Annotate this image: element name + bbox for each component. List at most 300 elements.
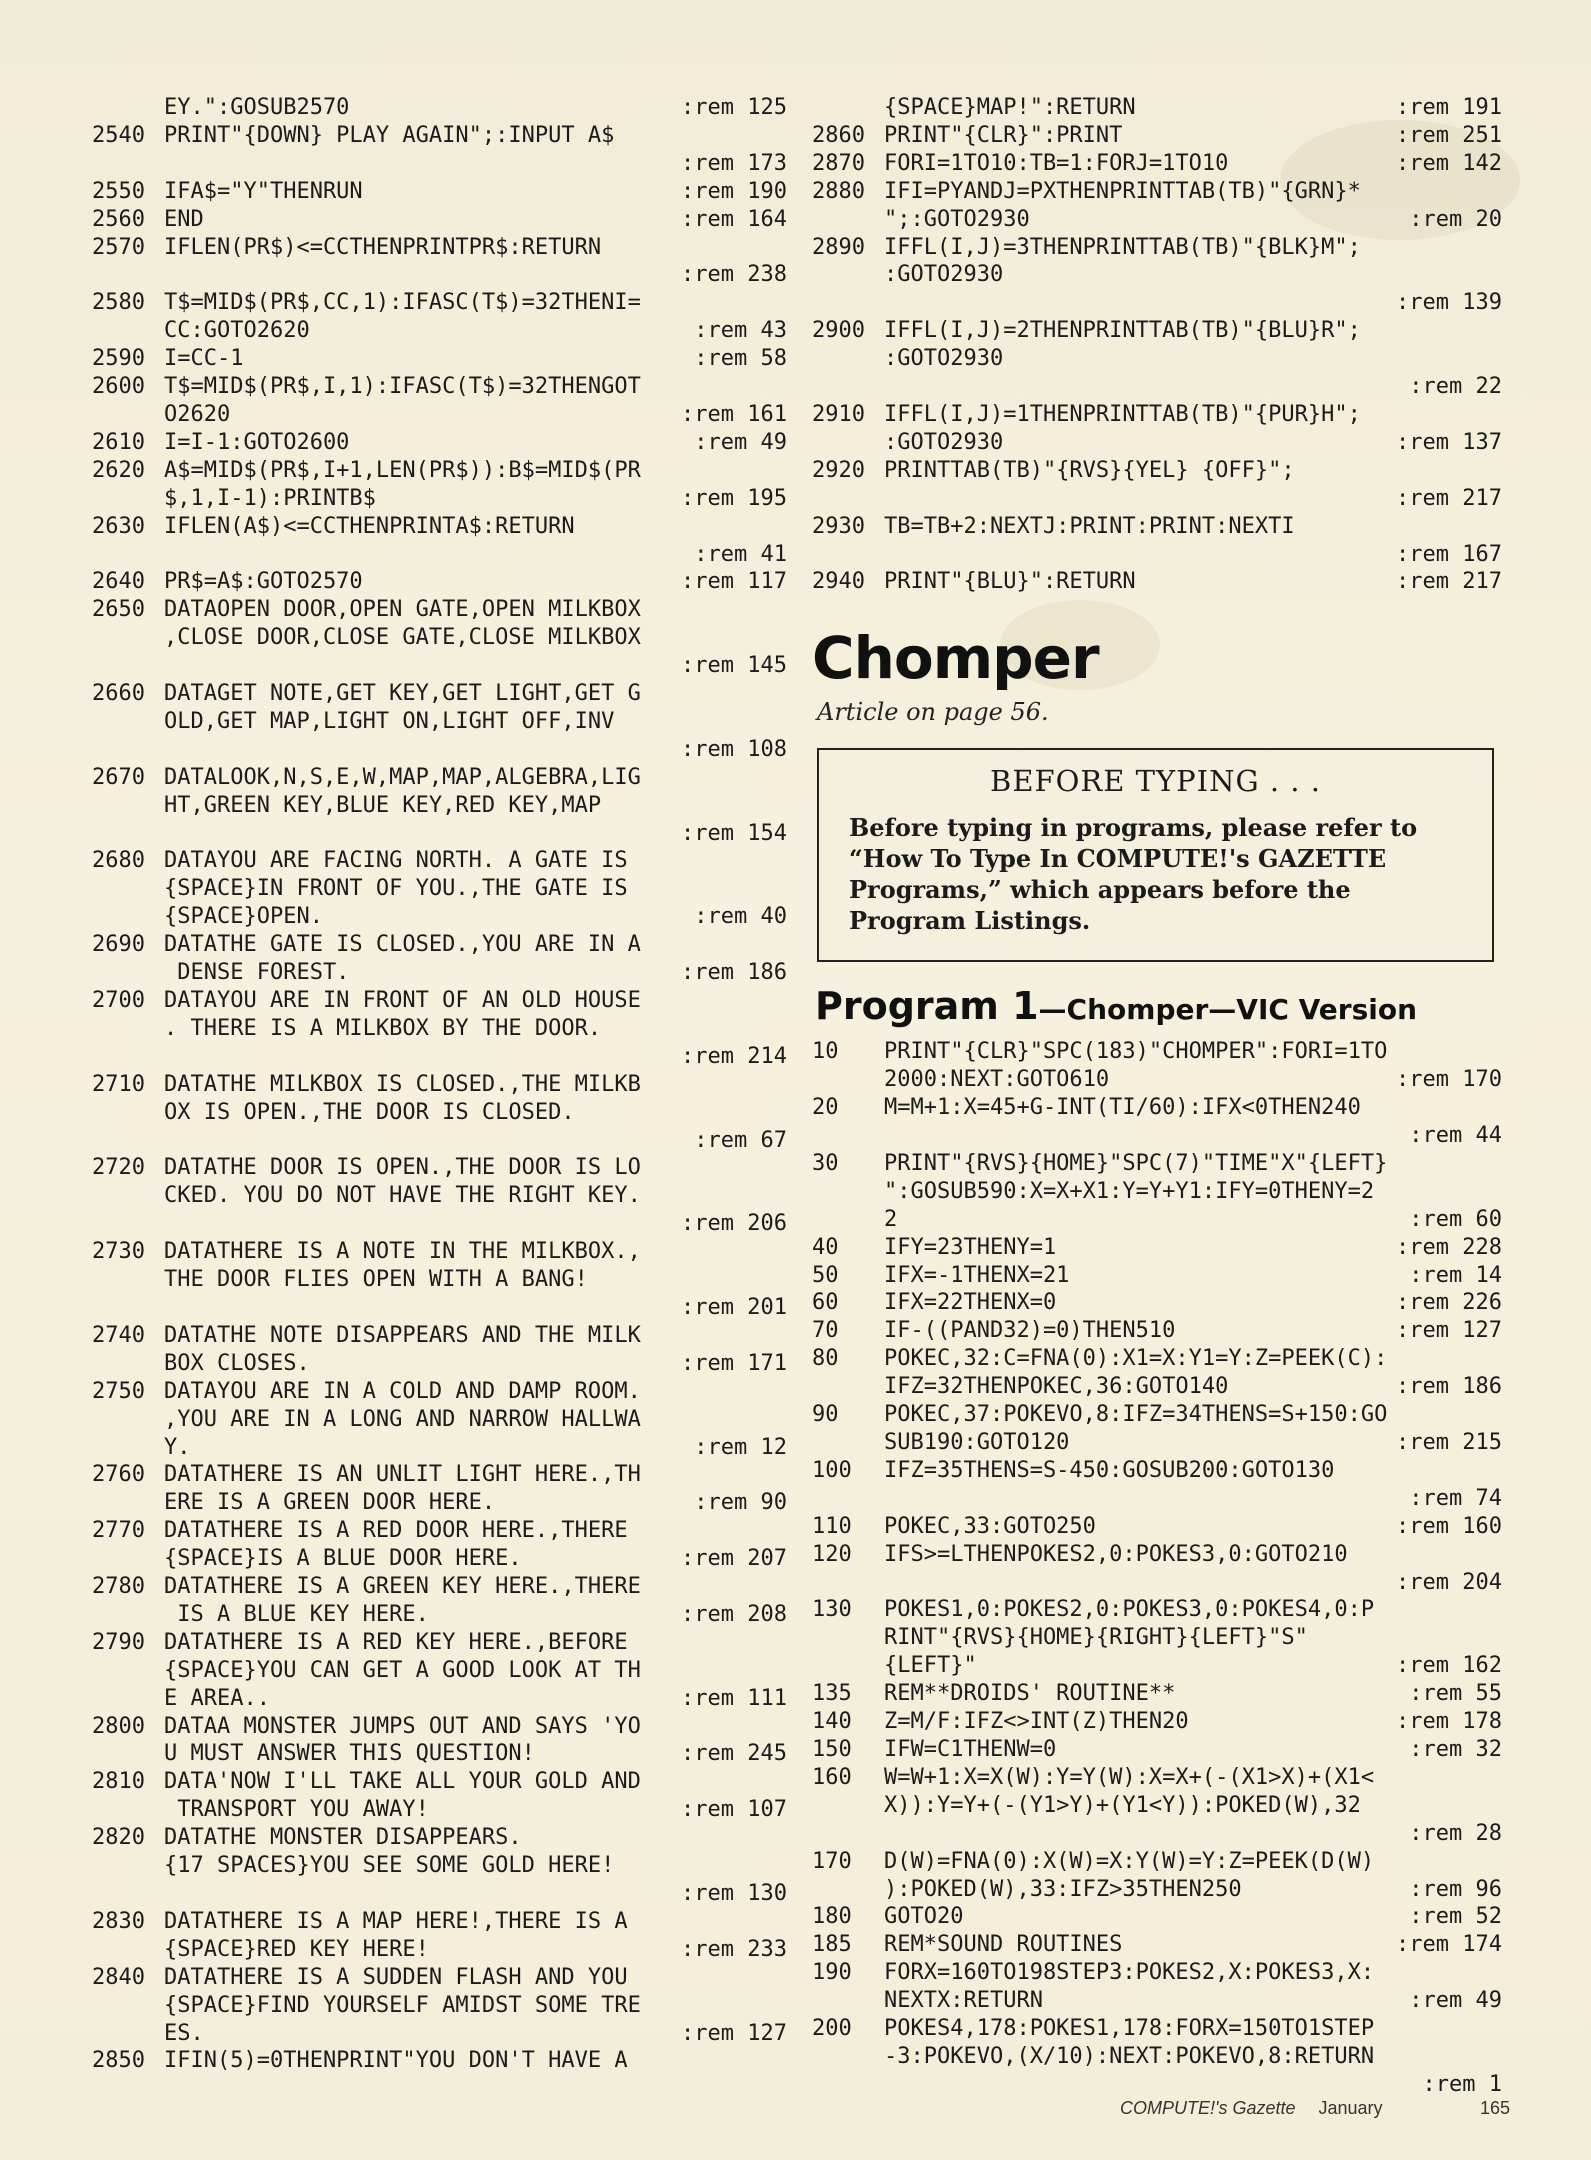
code-first-line	[92, 345, 787, 373]
line-number: 2760	[92, 1462, 145, 1488]
rem-checksum: :rem 44	[1409, 1123, 1502, 1149]
line-number: 2880	[812, 178, 865, 204]
code-line	[92, 94, 787, 122]
line-code: DATATHERE IS A RED KEY HERE.,BEFORE	[164, 1629, 628, 1655]
code-line	[812, 457, 1502, 513]
code-line	[92, 1071, 787, 1155]
code-line	[92, 596, 787, 680]
code-line	[92, 1154, 787, 1238]
continuation-text: {SPACE}OPEN.	[164, 904, 323, 930]
line-code: DATATHERE IS A SUDDEN FLASH AND YOU	[164, 1964, 628, 1990]
line-code: IFIN(5)=0THENPRINT"YOU DON'T HAVE A	[164, 2048, 628, 2074]
line-code: DATATHERE IS A GREEN KEY HERE.,THERE	[164, 1574, 641, 1600]
rem-checksum: :rem 14	[1409, 1262, 1502, 1288]
code-first-line	[812, 2015, 1502, 2043]
rem-checksum: :rem 28	[1409, 1820, 1502, 1846]
rem-checksum: :rem 127	[681, 2020, 787, 2046]
line-number: 2800	[92, 1713, 145, 1739]
code-continuation	[92, 1350, 787, 1378]
rem-checksum: :rem 204	[1396, 1569, 1502, 1595]
code-line	[92, 987, 787, 1071]
code-line	[812, 1541, 1502, 1597]
code-line	[92, 289, 787, 345]
rem-checksum: :rem 12	[694, 1434, 787, 1460]
code-line	[812, 1680, 1502, 1708]
rem-checksum: :rem 245	[681, 1741, 787, 1767]
line-code: {SPACE}MAP!":RETURN	[884, 95, 1136, 120]
continuation-text: 2000:NEXT:GOTO610	[884, 1067, 1110, 1093]
continuation-text: ";:GOTO2930	[884, 206, 1030, 232]
line-code: T$=MID$(PR$,CC,1):IFASC(T$)=32THENI=	[164, 290, 641, 316]
code-continuation	[812, 1624, 1502, 1652]
line-number: 170	[812, 1848, 852, 1874]
line-code: Z=M/F:IFZ<>INT(Z)THEN20	[884, 1709, 1189, 1735]
code-first-line	[812, 178, 1502, 206]
code-continuation	[812, 429, 1502, 457]
line-number: 2910	[812, 401, 865, 427]
line-code: IFA$="Y"THENRUN	[164, 178, 363, 204]
code-first-line	[92, 94, 787, 122]
continuation-text: THE DOOR FLIES OPEN WITH A BANG!	[164, 1267, 588, 1293]
code-line	[92, 1322, 787, 1378]
before-typing-box	[817, 748, 1494, 962]
line-number: 2540	[92, 122, 145, 148]
rem-checksum: :rem 117	[681, 569, 787, 595]
line-code: POKEC,33:GOTO250	[884, 1513, 1096, 1539]
code-first-line	[812, 1708, 1502, 1736]
program-sublabel: —Chomper—VIC Version	[1038, 993, 1418, 1027]
continuation-text: CKED. YOU DO NOT HAVE THE RIGHT KEY.	[164, 1183, 641, 1209]
code-first-line	[92, 1573, 787, 1601]
continuation-text: NEXTX:RETURN	[884, 1988, 1043, 2014]
continuation-text: HT,GREEN KEY,BLUE KEY,RED KEY,MAP	[164, 792, 602, 818]
code-first-line	[92, 2047, 787, 2075]
rem-checksum: :rem 40	[694, 904, 787, 930]
code-continuation	[92, 903, 787, 931]
code-first-line	[92, 1908, 787, 1936]
code-line	[92, 1461, 787, 1517]
code-continuation	[812, 206, 1502, 234]
code-continuation	[92, 1099, 787, 1127]
code-first-line	[812, 1764, 1502, 1792]
rem-checksum: :rem 139	[1396, 290, 1502, 316]
rem-checksum: :rem 125	[681, 95, 787, 120]
code-first-line	[92, 513, 787, 541]
code-first-line	[812, 1234, 1502, 1262]
code-line	[92, 234, 787, 290]
rem-checksum: :rem 186	[1396, 1374, 1502, 1400]
continuation-text: OX IS OPEN.,THE DOOR IS CLOSED.	[164, 1099, 575, 1125]
line-number: 2820	[92, 1825, 145, 1851]
code-line	[92, 1517, 787, 1573]
line-number: 2890	[812, 234, 865, 260]
rem-checksum: :rem 164	[681, 206, 787, 232]
rem-checksum: :rem 251	[1396, 122, 1502, 148]
line-code: D(W)=FNA(0):X(W)=X:Y(W)=Y:Z=PEEK(D(W)	[884, 1848, 1375, 1874]
line-code: POKES1,0:POKES2,0:POKES3,0:POKES4,0:P	[884, 1597, 1375, 1623]
line-code: DATAYOU ARE IN A COLD AND DAMP ROOM.	[164, 1378, 641, 1404]
code-continuation	[812, 1178, 1502, 1206]
code-continuation	[92, 1182, 787, 1210]
continuation-text: BOX CLOSES.	[164, 1350, 310, 1376]
rem-checksum: :rem 217	[1396, 569, 1502, 595]
code-first-line	[92, 178, 787, 206]
rem-checksum: :rem 191	[1396, 95, 1502, 120]
code-first-line	[92, 206, 787, 234]
line-code: REM*SOUND ROUTINES	[884, 1932, 1123, 1958]
rem-checksum: :rem 60	[1409, 1206, 1502, 1232]
code-continuation	[92, 792, 787, 820]
code-first-line	[812, 568, 1502, 596]
rem-checksum: :rem 142	[1396, 150, 1502, 176]
code-first-line	[92, 1768, 787, 1796]
line-code: DATAYOU ARE FACING NORTH. A GATE IS	[164, 848, 628, 874]
program-code-listing	[812, 1038, 1502, 2098]
line-number: 2810	[92, 1769, 145, 1795]
code-line	[812, 1513, 1502, 1541]
line-code: IFI=PYANDJ=PXTHENPRINTTAB(TB)"{GRN}*	[884, 178, 1361, 204]
code-first-line	[812, 1513, 1502, 1541]
code-first-line	[92, 373, 787, 401]
line-code: DATATHE MONSTER DISAPPEARS.	[164, 1825, 522, 1851]
code-first-line	[812, 1848, 1502, 1876]
code-line	[92, 1238, 787, 1322]
rem-checksum: :rem 178	[1396, 1709, 1502, 1735]
continuation-text: {SPACE}RED KEY HERE!	[164, 1936, 429, 1962]
code-line	[812, 1708, 1502, 1736]
line-number: 2790	[92, 1629, 145, 1655]
code-first-line	[92, 457, 787, 485]
rem-checksum: :rem 49	[1409, 1988, 1502, 2014]
code-continuation	[92, 1266, 787, 1294]
continuation-text: O2620	[164, 401, 231, 427]
line-code: DATAA MONSTER JUMPS OUT AND SAYS 'YO	[164, 1713, 641, 1739]
rem-checksum: :rem 32	[1409, 1736, 1502, 1762]
rem-checksum: :rem 206	[681, 1211, 787, 1237]
rem-checksum: :rem 160	[1396, 1513, 1502, 1539]
line-number: 90	[812, 1402, 839, 1428]
line-number: 2740	[92, 1322, 145, 1348]
code-line	[92, 1768, 787, 1824]
line-number: 70	[812, 1318, 839, 1344]
continuation-text: :GOTO2930	[884, 262, 1004, 288]
continuation-text: ":GOSUB590:X=X+X1:Y=Y+Y1:IFY=0THENY=2	[884, 1178, 1375, 1204]
line-code: DATATHE MILKBOX IS CLOSED.,THE MILKB	[164, 1071, 641, 1097]
line-number: 2660	[92, 681, 145, 707]
rem-checksum: :rem 145	[681, 653, 787, 679]
rem-checksum: :rem 58	[694, 346, 787, 372]
footer-magazine: COMPUTE!'s Gazette	[1120, 2098, 1296, 2118]
code-first-line	[92, 1964, 787, 1992]
line-number: 100	[812, 1457, 852, 1483]
rem-checksum: :rem 130	[681, 1881, 787, 1906]
rem-checksum: :rem 190	[681, 178, 787, 204]
continuation-text: E AREA..	[164, 1685, 270, 1711]
line-code: DATA'NOW I'LL TAKE ALL YOUR GOLD AND	[164, 1769, 641, 1795]
code-line	[92, 1713, 787, 1769]
continuation-text: X)):Y=Y+(-(Y1>Y)+(Y1<Y)):POKED(W),32	[884, 1792, 1361, 1818]
line-number: 185	[812, 1932, 852, 1958]
line-number: 80	[812, 1346, 839, 1372]
code-continuation	[92, 1015, 787, 1043]
continuation-text: Y.	[164, 1434, 191, 1460]
code-first-line	[92, 764, 787, 792]
code-line	[92, 457, 787, 513]
continuation-text: {SPACE}IS A BLUE DOOR HERE.	[164, 1546, 522, 1572]
rem-checksum: :rem 195	[681, 485, 787, 511]
code-first-line	[92, 1238, 787, 1266]
code-first-line	[812, 1541, 1502, 1569]
line-code: REM**DROIDS' ROUTINE**	[884, 1681, 1176, 1707]
right-code-listing	[812, 94, 1502, 596]
rem-checksum: :rem 186	[681, 960, 787, 986]
code-first-line	[812, 1457, 1502, 1485]
line-number: 50	[812, 1262, 839, 1288]
code-line	[812, 2015, 1502, 2099]
continuation-text: IS A BLUE KEY HERE.	[164, 1601, 429, 1627]
continuation-text: $,1,I-1):PRINTB$	[164, 485, 376, 511]
code-continuation	[92, 485, 787, 513]
code-continuation	[92, 1685, 787, 1713]
line-number: 60	[812, 1290, 839, 1316]
continuation-text: {17 SPACES}YOU SEE SOME GOLD HERE!	[164, 1853, 615, 1879]
code-first-line	[92, 289, 787, 317]
code-line	[92, 1964, 787, 2048]
line-number: 30	[812, 1150, 839, 1176]
rem-checksum: :rem 67	[694, 1127, 787, 1153]
continuation-text: . THERE IS A MILKBOX BY THE DOOR.	[164, 1015, 602, 1041]
line-code: POKEC,37:POKEVO,8:IFZ=34THENS=S+150:GO	[884, 1402, 1388, 1428]
line-number: 2640	[92, 569, 145, 595]
code-continuation	[92, 1796, 787, 1824]
rem-checksum: :rem 238	[681, 262, 787, 288]
line-code: TB=TB+2:NEXTJ:PRINT:PRINT:NEXTI	[884, 513, 1295, 539]
continuation-text: {SPACE}YOU CAN GET A GOOD LOOK AT TH	[164, 1657, 641, 1683]
article-subtitle: Article on page 56.	[817, 698, 1049, 727]
line-number: 2600	[92, 374, 145, 400]
continuation-text: TRANSPORT YOU AWAY!	[164, 1797, 429, 1823]
line-number: 2750	[92, 1378, 145, 1404]
code-continuation	[92, 317, 787, 345]
code-continuation	[812, 345, 1502, 373]
code-line	[812, 513, 1502, 569]
rem-checksum: :rem 215	[1396, 1430, 1502, 1455]
rem-checksum: :rem 167	[1396, 541, 1502, 567]
line-code: IFFL(I,J)=2THENPRINTTAB(TB)"{BLU}R";	[884, 318, 1361, 344]
code-line	[92, 1378, 787, 1462]
code-line	[812, 150, 1502, 178]
rem-checksum: :rem 233	[681, 1936, 787, 1962]
code-first-line	[812, 1931, 1502, 1959]
code-line	[92, 568, 787, 596]
rem-checksum: :rem 22	[1409, 374, 1502, 400]
code-continuation	[812, 1373, 1502, 1401]
line-code: IFS>=LTHENPOKES2,0:POKES3,0:GOTO210	[884, 1541, 1348, 1567]
code-first-line	[812, 457, 1502, 485]
rem-checksum: :rem 108	[681, 736, 787, 762]
code-line	[92, 178, 787, 206]
line-code: DATAGET NOTE,GET KEY,GET LIGHT,GET G	[164, 681, 641, 707]
code-first-line	[92, 568, 787, 596]
line-number: 120	[812, 1541, 852, 1567]
left-code-column	[92, 94, 787, 2075]
rem-checksum: :rem 107	[681, 1797, 787, 1823]
code-continuation	[92, 1992, 787, 2020]
line-code: IFW=C1THENW=0	[884, 1736, 1057, 1762]
rem-checksum: :rem 226	[1396, 1290, 1502, 1316]
line-code: M=M+1:X=45+G-INT(TI/60):IFX<0THEN240	[884, 1095, 1361, 1121]
continuation-text: CC:GOTO2620	[164, 318, 310, 344]
line-number: 130	[812, 1597, 852, 1623]
line-number: 110	[812, 1513, 852, 1539]
continuation-text: {SPACE}IN FRONT OF YOU.,THE GATE IS	[164, 876, 628, 902]
rem-checksum: :rem 228	[1396, 1234, 1502, 1260]
rem-checksum: :rem 20	[1409, 206, 1502, 232]
code-continuation	[92, 1601, 787, 1629]
line-code: W=W+1:X=X(W):Y=Y(W):X=X+(-(X1>X)+(X1<	[884, 1764, 1375, 1790]
rem-checksum: :rem 74	[1409, 1485, 1502, 1511]
code-line	[812, 317, 1502, 401]
line-code: IF-((PAND32)=0)THEN510	[884, 1318, 1176, 1344]
line-code: GOTO20	[884, 1904, 964, 1930]
code-line	[812, 1094, 1502, 1150]
box-body: Before typing in programs, please refer to “How To Type In COMPUTE!'s GAZETTE Programs,” which appears before the Program Listings.	[849, 813, 1418, 936]
line-code: EY.":GOSUB2570	[164, 95, 350, 120]
rem-checksum: :rem 41	[694, 541, 787, 567]
continuation-text: 2	[884, 1206, 898, 1232]
continuation-text: ,CLOSE DOOR,CLOSE GATE,CLOSE MILKBOX	[164, 625, 641, 651]
line-number: 2580	[92, 290, 145, 316]
code-continuation	[92, 401, 787, 429]
line-code: I=I-1:GOTO2600	[164, 429, 350, 455]
rem-checksum: :rem 43	[694, 318, 787, 344]
line-code: IFZ=35THENS=S-450:GOSUB200:GOTO130	[884, 1457, 1335, 1483]
line-number: 2620	[92, 457, 145, 483]
code-first-line	[812, 1736, 1502, 1764]
code-line	[812, 401, 1502, 457]
line-code: DATATHE NOTE DISAPPEARS AND THE MILK	[164, 1322, 641, 1348]
code-line	[812, 122, 1502, 150]
code-line	[92, 764, 787, 848]
code-line	[92, 122, 787, 178]
line-code: DATATHERE IS A RED DOOR HERE.,THERE	[164, 1518, 628, 1544]
line-number: 2590	[92, 346, 145, 372]
line-number: 2690	[92, 932, 145, 958]
code-line	[812, 568, 1502, 596]
code-line	[92, 931, 787, 987]
line-code: DATATHERE IS A NOTE IN THE MILKBOX.,	[164, 1239, 641, 1265]
line-code: DATATHERE IS A MAP HERE!,THERE IS A	[164, 1908, 628, 1934]
code-line	[92, 680, 787, 764]
rem-checksum: :rem 52	[1409, 1904, 1502, 1930]
code-line	[812, 1345, 1502, 1401]
code-first-line	[92, 1378, 787, 1406]
code-first-line	[92, 931, 787, 959]
line-code: POKEC,32:C=FNA(0):X1=X:Y1=Y:Z=PEEK(C):	[884, 1346, 1388, 1372]
code-first-line	[92, 122, 787, 150]
line-number: 180	[812, 1904, 852, 1930]
continuation-text: :GOTO2930	[884, 346, 1004, 372]
code-line	[92, 345, 787, 373]
code-line	[812, 1457, 1502, 1513]
code-continuation	[812, 1652, 1502, 1680]
line-number: 2930	[812, 513, 865, 539]
line-number: 2850	[92, 2048, 145, 2074]
code-line	[812, 234, 1502, 318]
code-line	[812, 1931, 1502, 1959]
line-number: 200	[812, 2016, 852, 2042]
code-line	[92, 1908, 787, 1964]
continuation-text: U MUST ANSWER THIS QUESTION!	[164, 1741, 535, 1767]
code-first-line	[812, 150, 1502, 178]
box-title: BEFORE TYPING . . .	[990, 764, 1321, 799]
rem-checksum: :rem 170	[1396, 1067, 1502, 1093]
line-code: IFY=23THENY=1	[884, 1234, 1057, 1260]
code-line	[812, 1289, 1502, 1317]
code-continuation	[812, 1792, 1502, 1820]
code-line	[812, 1764, 1502, 1848]
line-number: 2550	[92, 178, 145, 204]
code-first-line	[812, 1680, 1502, 1708]
continuation-text: ERE IS A GREEN DOOR HERE.	[164, 1490, 496, 1516]
code-first-line	[812, 1345, 1502, 1373]
code-line	[812, 1401, 1502, 1457]
line-number: 2770	[92, 1518, 145, 1544]
line-number: 2700	[92, 988, 145, 1013]
rem-checksum: :rem 1	[1422, 2071, 1502, 2097]
line-code: DATALOOK,N,S,E,W,MAP,MAP,ALGEBRA,LIG	[164, 764, 641, 790]
line-code: POKES4,178:POKES1,178:FORX=150TO1STEP	[884, 2016, 1375, 2042]
code-continuation	[812, 1987, 1502, 2015]
line-number: 2710	[92, 1071, 145, 1097]
code-line	[92, 2047, 787, 2075]
line-code: IFLEN(PR$)<=CCTHENPRINTPR$:RETURN	[164, 234, 602, 260]
line-code: PRINT"{CLR}":PRINT	[884, 122, 1123, 148]
article-title: Chomper	[812, 624, 1099, 693]
rem-checksum: :rem 49	[694, 429, 787, 455]
program-label: Program 1	[815, 984, 1039, 1029]
code-first-line	[812, 122, 1502, 150]
line-number: 2940	[812, 569, 865, 595]
code-line	[812, 1262, 1502, 1290]
code-continuation	[92, 1936, 787, 1964]
line-number: 140	[812, 1709, 852, 1735]
code-first-line	[92, 680, 787, 708]
code-line	[812, 1150, 1502, 1234]
code-continuation	[812, 1876, 1502, 1904]
rem-checksum: :rem 111	[681, 1685, 787, 1711]
code-continuation	[92, 875, 787, 903]
line-code: IFX=-1THENX=21	[884, 1262, 1070, 1288]
rem-checksum: :rem 162	[1396, 1653, 1502, 1679]
code-continuation	[812, 1206, 1502, 1234]
code-continuation	[92, 1489, 787, 1517]
code-line	[812, 1317, 1502, 1345]
line-number: 40	[812, 1234, 839, 1260]
line-number: 2680	[92, 848, 145, 874]
line-code: PRINT"{RVS}{HOME}"SPC(7)"TIME"X"{LEFT}	[884, 1150, 1388, 1176]
code-first-line	[92, 596, 787, 624]
code-first-line	[92, 429, 787, 457]
rem-checksum: :rem 161	[681, 401, 787, 427]
line-code: I=CC-1	[164, 346, 244, 372]
continuation-text: OLD,GET MAP,LIGHT ON,LIGHT OFF,INV	[164, 708, 615, 734]
continuation-text: ES.	[164, 2020, 204, 2046]
continuation-text: RINT"{RVS}{HOME}{RIGHT}{LEFT}"S"	[884, 1625, 1308, 1651]
code-line	[812, 94, 1502, 122]
line-code: DATATHE GATE IS CLOSED.,YOU ARE IN A	[164, 932, 641, 958]
continuation-text: {SPACE}FIND YOURSELF AMIDST SOME TRE	[164, 1992, 641, 2018]
